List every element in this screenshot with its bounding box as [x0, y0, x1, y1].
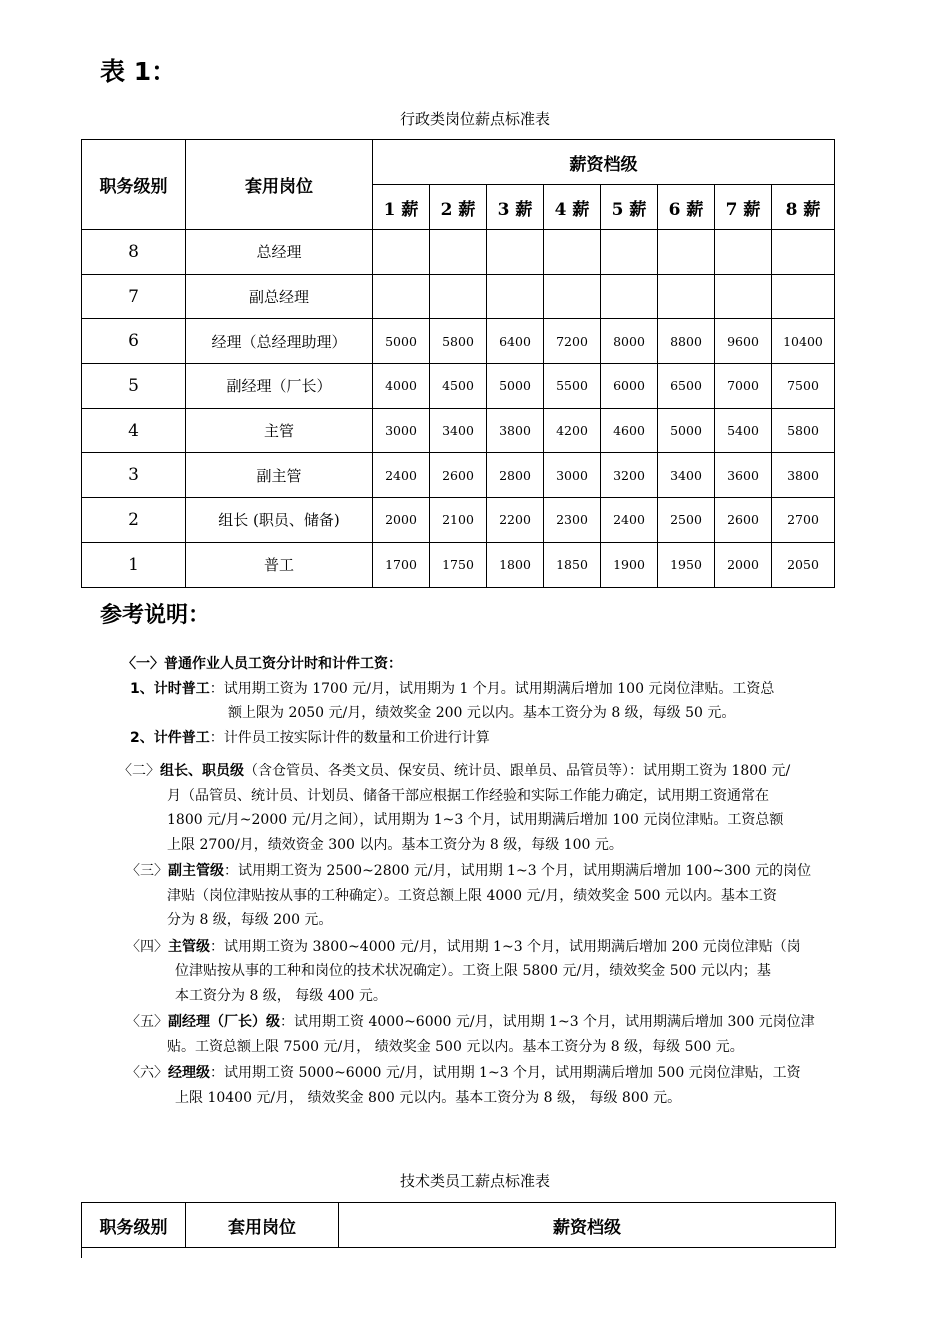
salary-cell: 2050 — [772, 542, 835, 587]
header-position: 套用岗位 — [186, 140, 373, 230]
salary-cell: 2600 — [430, 453, 487, 498]
grade-header-8: 8 薪 — [772, 185, 835, 230]
section-4: 〈四〉主管级：试用期工资为 3800~4000 元/月，试用期 1~3 个月，试用期满后增加 200 元岗位津贴（岗 位津贴按从事的工种和岗位的技术状况确定）。工资上限 5800 元/月，绩效奖金 500 元以内；基 本工资分为 8 级， 每级 400 元。 — [126, 938, 801, 1004]
salary-cell: 2000 — [373, 498, 430, 543]
salary-cell: 4000 — [373, 364, 430, 409]
salary-cell: 3000 — [544, 453, 601, 498]
salary-cell — [601, 274, 658, 319]
grade-header-4: 4 薪 — [544, 185, 601, 230]
salary-cell: 5800 — [430, 319, 487, 364]
salary-cell — [658, 230, 715, 275]
grade-header-7: 7 薪 — [715, 185, 772, 230]
grade-header-2: 2 薪 — [430, 185, 487, 230]
table-row — [82, 498, 835, 543]
salary-cell: 3000 — [373, 408, 430, 453]
salary-cell: 3400 — [658, 453, 715, 498]
table-row — [82, 274, 835, 319]
salary-cell: 6400 — [487, 319, 544, 364]
salary-cell: 3400 — [430, 408, 487, 453]
grade-header-5: 5 薪 — [601, 185, 658, 230]
salary-cell: 5000 — [487, 364, 544, 409]
salary-cell — [430, 274, 487, 319]
level-cell: 1 — [82, 542, 186, 587]
salary-cell: 5500 — [544, 364, 601, 409]
salary-cell: 1950 — [658, 542, 715, 587]
section-6: 〈六〉经理级：试用期工资 5000~6000 元/月，试用期 1~3 个月，试用期满后增加 500 元岗位津贴，工资 上限 10400 元/月， 绩效奖金 800 元以内。基本工资分为 8 级， 每级 800 元。 — [126, 1065, 801, 1106]
section-5: 〈五〉副经理（厂长）级：试用期工资 4000~6000 元/月，试用期 1~3 个月，试用期满后增加 300 元岗位津 贴。工资总额上限 7500 元/月， 绩效奖金 500 元以内。基本工资分为 8 级，每级 500 元。 — [126, 1014, 815, 1055]
level-cell: 5 — [82, 364, 186, 409]
position-cell: 副总经理 — [186, 274, 373, 319]
salary-cell — [430, 230, 487, 275]
salary-cell: 1850 — [544, 542, 601, 587]
salary-cell: 1750 — [430, 542, 487, 587]
position-cell: 普工 — [186, 542, 373, 587]
salary-cell — [658, 274, 715, 319]
salary-cell: 10400 — [772, 319, 835, 364]
salary-cell: 5000 — [658, 408, 715, 453]
table1-caption: 行政类岗位薪点标准表 — [399, 110, 550, 128]
header-level: 职务级别 — [82, 140, 186, 230]
table2-header-level: 职务级别 — [82, 1203, 186, 1248]
salary-cell: 9600 — [715, 319, 772, 364]
grade-header-1: 1 薪 — [373, 185, 430, 230]
table-row — [82, 408, 835, 453]
salary-cell: 3800 — [772, 453, 835, 498]
notes-title: 参考说明： — [100, 603, 211, 628]
position-cell: 副主管 — [186, 453, 373, 498]
salary-cell: 8800 — [658, 319, 715, 364]
salary-cell: 4500 — [430, 364, 487, 409]
table-row — [82, 542, 835, 587]
salary-cell: 2000 — [715, 542, 772, 587]
salary-cell: 5400 — [715, 408, 772, 453]
salary-cell: 7000 — [715, 364, 772, 409]
level-cell: 4 — [82, 408, 186, 453]
salary-cell: 5800 — [772, 408, 835, 453]
table-row — [82, 230, 835, 275]
section-1-item-2: 2、计件普工：计件员工按实际计件的数量和工价进行计算 — [130, 729, 490, 746]
salary-cell — [772, 274, 835, 319]
salary-cell — [544, 274, 601, 319]
salary-cell — [487, 230, 544, 275]
salary-cell — [373, 230, 430, 275]
section-1-title: 〈一〉普通作业人员工资分计时和计件工资： — [122, 656, 402, 672]
table2-caption: 技术类员工薪点标准表 — [399, 1172, 550, 1190]
level-cell: 6 — [82, 319, 186, 364]
salary-cell: 2400 — [601, 498, 658, 543]
salary-cell: 2800 — [487, 453, 544, 498]
salary-cell: 3600 — [715, 453, 772, 498]
salary-cell: 2300 — [544, 498, 601, 543]
table-row — [82, 453, 835, 498]
salary-cell: 6500 — [658, 364, 715, 409]
position-cell: 经理（总经理助理） — [186, 319, 373, 364]
notes-body: 〈一〉普通作业人员工资分计时和计件工资： 1、计时普工：试用期工资为 1700 元/月，试用期为 1 个月。试用期满后增加 100 元岗位津贴。工资总 额上限为 2050 元/月，绩效奖金 200 元以内。基本工资分为 8 级，每级 50 元。 2、计件普工：计件员工按实际计件的数量和工价进行计算 〈二〉组长、职员级（含仓管员、各类文员、保安员、统计员、跟单员、品管员等）：试用期工资为 1800 元/ 月（品管员、统计员、计划员、储备干部应根据工作经验和实际工作能力确定，试用期工资通常在 1800 元/月~2000 元/月之间），试用期为 1~3 个月，试用期满后增加 100 元岗位津贴。工资总额 上限 2700/月，绩效资金 300 以内。基本工资分为 8 级，每级 100 元。 〈三〉副主管级：试用期工资为 2500~2800 元/月，试用期 1~3 个月，试用期满后增加 100~300 元的岗位 津贴（岗位津贴按从事的工种确定）。工资总额上限 4000 元/月，绩效奖金 500 元以内。基本工资 分为 8 级，每级 200 元。 〈四〉主管级：试用期工资为 3800~4000 元/月，试用期 1~3 个月，试用期满后增加 200 元岗位津贴（岗 位津贴按从事的工种和岗位的技术状况确定）。工资上限 5800 元/月，绩效奖金 500 元以内；基 本工资分为 8 级， 每级 400 元。 〈五〉副经理（厂长）级：试用期工资 4000~6000 元/月，试用期 1~3 个月，试用期满后增加 300 元岗位津 贴。工资总额上限 7500 元/月， 绩效奖金 500 元以内。基本工资分为 8 级，每级 500 元。 〈六〉经理级：试用期工资 5000~6000 元/月，试用期 1~3 个月，试用期满后增加 500 元岗位津贴，工资 上限 10400 元/月， 绩效奖金 800 元以内。基本工资分为 8 级， 每级 800 元。 — [0, 652, 950, 1112]
salary-cell: 2100 — [430, 498, 487, 543]
salary-cell: 6000 — [601, 364, 658, 409]
salary-cell: 2500 — [658, 498, 715, 543]
table-row — [82, 319, 835, 364]
table2-header-position: 套用岗位 — [186, 1203, 339, 1248]
position-cell: 组长 (职员、储备) — [186, 498, 373, 543]
salary-cell: 3800 — [487, 408, 544, 453]
salary-cell: 2200 — [487, 498, 544, 543]
position-cell: 主管 — [186, 408, 373, 453]
level-cell: 7 — [82, 274, 186, 319]
salary-cell: 2400 — [373, 453, 430, 498]
position-cell: 总经理 — [186, 230, 373, 275]
header-grades: 薪资档级 — [373, 140, 835, 185]
grade-header-3: 3 薪 — [487, 185, 544, 230]
salary-cell: 1800 — [487, 542, 544, 587]
salary-cell: 5000 — [373, 319, 430, 364]
salary-cell — [715, 230, 772, 275]
salary-cell: 1900 — [601, 542, 658, 587]
section-1-item-1: 1、计时普工：试用期工资为 1700 元/月，试用期为 1 个月。试用期满后增加 100 元岗位津贴。工资总 — [130, 680, 775, 697]
level-cell: 3 — [82, 453, 186, 498]
salary-cell — [487, 274, 544, 319]
section-2: 〈二〉组长、职员级（含仓管员、各类文员、保安员、统计员、跟单员、品管员等）：试用期工资为 1800 元/ 月（品管员、统计员、计划员、储备干部应根据工作经验和实际工作能力确定，试用期工资通常在 1800 元/月~2000 元/月之间），试用期为 1~3 个月，试用期满后增加 100 元岗位津贴。工资总额 上限 2700/月，绩效资金 300 以内。基本工资分为 8 级，每级 100 元。 — [118, 763, 791, 853]
grade-header-6: 6 薪 — [658, 185, 715, 230]
salary-cell: 7500 — [772, 364, 835, 409]
salary-cell: 3200 — [601, 453, 658, 498]
tech-salary-table — [81, 1202, 836, 1258]
table2-header-grades: 薪资档级 — [339, 1203, 836, 1248]
salary-cell — [544, 230, 601, 275]
salary-cell — [715, 274, 772, 319]
level-cell: 2 — [82, 498, 186, 543]
salary-cell — [373, 274, 430, 319]
salary-cell: 4600 — [601, 408, 658, 453]
table-row — [82, 364, 835, 409]
salary-cell: 2600 — [715, 498, 772, 543]
section-3: 〈三〉副主管级：试用期工资为 2500~2800 元/月，试用期 1~3 个月，试用期满后增加 100~300 元的岗位 津贴（岗位津贴按从事的工种确定）。工资总额上限 4000 元/月，绩效奖金 500 元以内。基本工资 分为 8 级，每级 200 元。 — [126, 863, 812, 928]
admin-salary-table — [81, 139, 835, 588]
position-cell: 副经理（厂长） — [186, 364, 373, 409]
salary-cell: 2700 — [772, 498, 835, 543]
level-cell: 8 — [82, 230, 186, 275]
salary-cell: 4200 — [544, 408, 601, 453]
salary-cell: 8000 — [601, 319, 658, 364]
salary-cell — [772, 230, 835, 275]
salary-cell: 7200 — [544, 319, 601, 364]
salary-cell: 1700 — [373, 542, 430, 587]
table-label: 表 1： — [100, 57, 177, 86]
salary-cell — [601, 230, 658, 275]
